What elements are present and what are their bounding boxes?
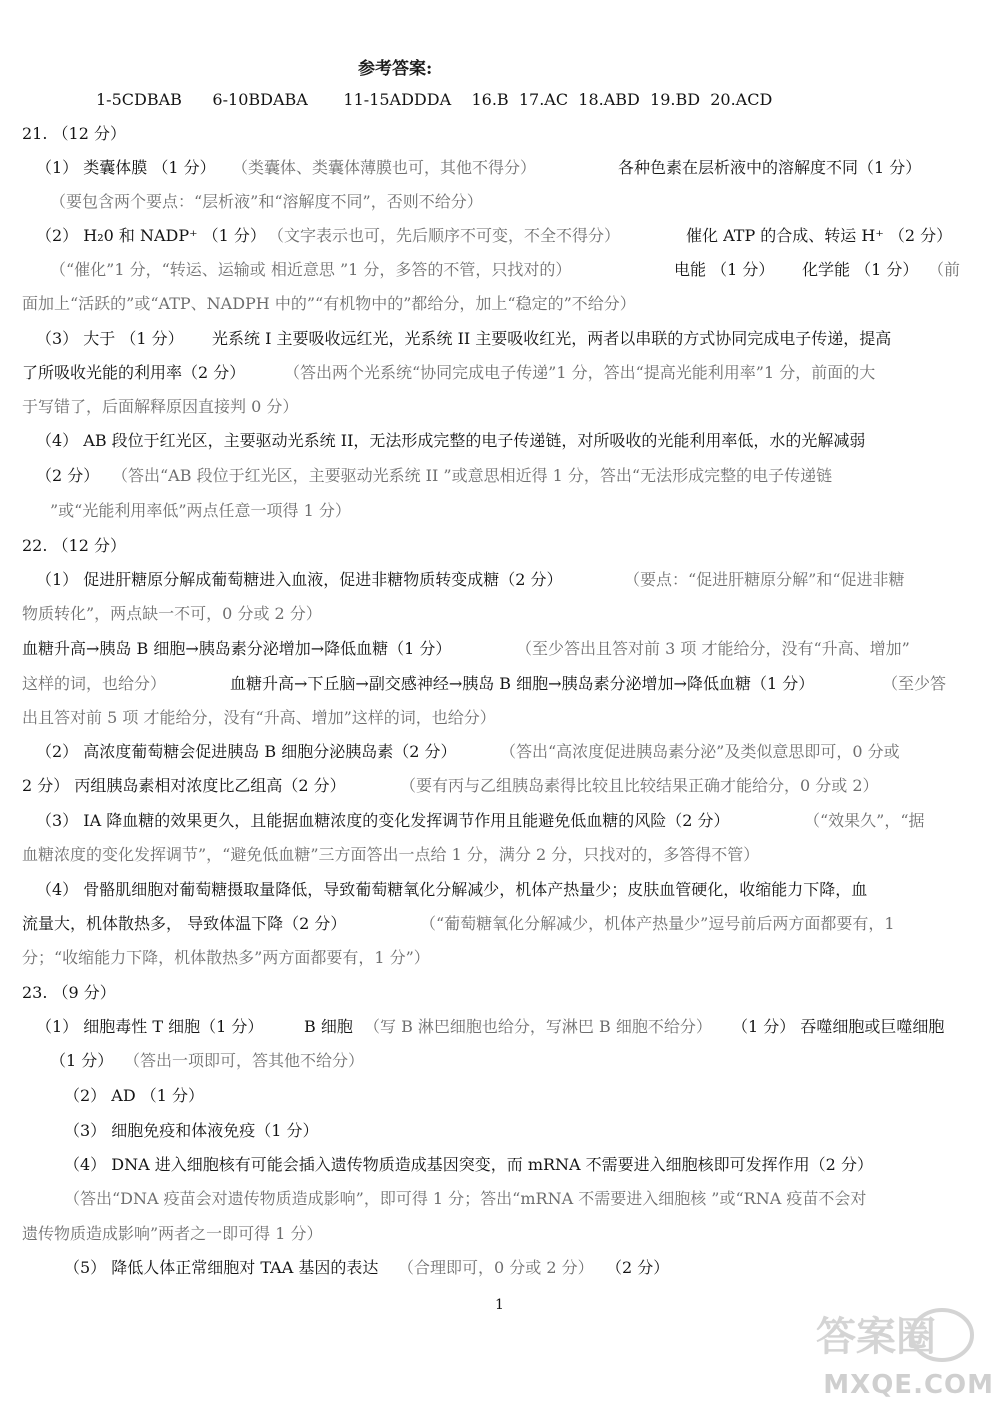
watermark-logo-text: 答案圈 [816,1314,936,1360]
q21-3-grading-note: （答出两个光系统“协同完成电子传递”1 分，答出“提高光能利用率”1 分，前面的大 [284,363,876,382]
q21-2-answer-4: 化学能 （1 分） [802,260,919,279]
q22-1-grading-note-2: 物质转化”，两点缺一不可，0 分或 2 分） [22,604,322,623]
watermark [804,1308,994,1400]
q21-3-answer: （3） 大于 （1 分） [36,329,184,348]
q22-1-pathway-1-note: （至少答出且答对前 3 项 才能给分，没有“升高、增加” [516,639,910,658]
q22-4-answer: （4） 骨骼肌细胞对葡萄糖摄取量降低，导致葡萄糖氧化分解减少，机体产热量少；皮肤血管硬化，收缩能力下降，血 [36,880,868,899]
watermark-logo-icon [810,1308,990,1362]
q21-2-note-3: 面加上“活跃的”或“ATP、NADPH 中的”“有机物中的”都给分，加上“稳定的”不给分） [22,294,636,313]
q22-1-answer: （1） 促进肝糖原分解成葡萄糖进入血液，促进非糖物质转变成糖（2 分） [36,570,563,589]
q22-2-grading-note-2: （要有丙与乙组胰岛素得比较且比较结果正确才能给分，0 分或 2） [400,776,879,795]
q22-1-grading-note: （要点：“促进肝糖原分解”和“促进非糖 [624,570,905,589]
q21-2-answer-2: 催化 ATP 的合成、转运 H⁺ （2 分） [686,226,953,245]
q23-1-answer-2: B 细胞 [304,1017,353,1036]
q23-4-grading-note-2: 遗传物质造成影响”两者之一即可得 1 分） [22,1224,323,1243]
q21-1-answer: （1） 类囊体膜 （1 分） [36,158,216,177]
q21-3-explanation: 光系统 I 主要吸收远红光，光系统 II 主要吸收红光，两者以串联的方式协同完成电子传递，提高 [212,329,892,348]
q21-2-grading-note: （“催化”1 分，“转运、运输或 相近意思 ”1 分，多答的不管，只找对的） [50,260,572,279]
q23-1-score: （1 分） [50,1051,114,1070]
q21-4-score: （2 分） [36,466,100,485]
q21-4-grading-note: （答出“AB 段位于红光区，主要驱动光系统 II ”或意思相近得 1 分，答出“无法形成完整的电子传递链 [112,466,833,485]
q23-heading: 23. （9 分） [22,983,116,1002]
q21-4-answer: （4） AB 段位于红光区，主要驱动光系统 II，无法形成完整的电子传递链，对所吸收的光能利用率低，水的光解减弱 [36,431,866,450]
q21-4-grading-note-2: ”或“光能利用率低”两点任意一项得 1 分） [50,501,351,520]
q21-1-note: （类囊体、类囊体薄膜也可，其他不得分） [232,158,537,177]
q23-4-answer: （4） DNA 进入细胞核有可能会插入遗传物质造成基因突变，而 mRNA 不需要进入细胞核即可发挥作用（2 分） [64,1155,873,1174]
q22-3-answer: （3） IA 降血糖的效果更久，且能据血糖浓度的变化发挥调节作用且能避免低血糖的风险（2 分） [36,811,730,830]
q21-1-answer-2: 各种色素在层析液中的溶解度不同（1 分） [618,158,922,177]
q23-4-grading-note: （答出“DNA 疫苗会对遗传物质造成影响”，即可得 1 分；答出“mRNA 不需要进入细胞核 ”或“RNA 疫苗不会对 [64,1189,867,1208]
q22-heading: 22. （12 分） [22,536,126,555]
q22-3-grading-note: （“效果久”，“据 [804,811,925,830]
q22-1-pathway-2-note-2: 出且答对前 5 项 才能给分，没有“升高、增加”这样的词，也给分） [22,708,496,727]
q22-3-grading-note-2: 血糖浓度的变化发挥调节”，“避免低血糖”三方面答出一点给 1 分，满分 2 分，只找对的，多答得不管） [22,845,760,864]
q22-4-grading-note: （“葡萄糖氧化分解减少，机体产热量少”逗号前后两方面都要有，1 [420,914,895,933]
q23-5-grading-note: （合理即可，0 分或 2 分） [398,1258,594,1277]
q22-2-answer-2: 2 分） 丙组胰岛素相对浓度比乙组高（2 分） [22,776,346,795]
q23-3-answer: （3） 细胞免疫和体液免疫（1 分） [64,1121,319,1140]
q22-2-grading-note: （答出“高浓度促进胰岛素分泌”及类似意思即可，0 分或 [500,742,900,761]
q22-1-pathway-1: 血糖升高→胰岛 B 细胞→胰岛素分泌增加→降低血糖（1 分） [22,639,452,658]
q22-2-answer: （2） 高浓度葡萄糖会促进胰岛 B 细胞分泌胰岛素（2 分） [36,742,457,761]
q22-1-pathway-1-note-2: 这样的词，也给分） [22,674,167,693]
q23-1-answer-3: （1 分） 吞噬细胞或巨噬细胞 [732,1017,945,1036]
q22-1-pathway-2-note: （至少答 [882,674,947,693]
q21-3-grading-note-2: 于写错了，后面解释原因直接判 0 分） [22,397,299,416]
q23-1-answer: （1） 细胞毒性 T 细胞（1 分） [36,1017,264,1036]
q22-4-answer-2: 流量大，机体散热多， 导致体温下降（2 分） [22,914,347,933]
q23-1-note: （写 B 淋巴细胞也给分，写淋巴 B 细胞不给分） [364,1017,712,1036]
q22-4-grading-note-2: 分；“收缩能力下降，机体散热多”两方面都要有，1 分”） [22,948,430,967]
page-title: 参考答案: [358,59,433,79]
q21-2-answer: （2） H₂0 和 NADP⁺ （1 分） [36,226,266,245]
q21-1-grading-note: （要包含两个要点：“层析液”和“溶解度不同”，否则不给分） [50,192,483,211]
q23-2-answer: （2） AD （1 分） [64,1086,205,1105]
q22-1-pathway-2: 血糖升高→下丘脑→副交感神经→胰岛 B 细胞→胰岛素分泌增加→降低血糖（1 分） [230,674,815,693]
watermark-url: MXQE.COM [823,1370,994,1400]
page-number: 1 [495,1297,504,1313]
q21-2-answer-3: 电能 （1 分） [674,260,775,279]
q21-3-explanation-2: 了所吸收光能的利用率（2 分） [22,363,246,382]
q23-5-answer: （5） 降低人体正常细胞对 TAA 基因的表达 [64,1258,379,1277]
q21-heading: 21. （12 分） [22,124,126,143]
answer-key-mcq: 1-5CDBAB 6-10BDABA 11-15ADDDA 16.B 17.AC 18.ABD 19.BD 20.ACD [96,90,773,109]
q23-1-grading-note: （答出一项即可，答其他不给分） [124,1051,365,1070]
q21-2-note: （文字表示也可，先后顺序不可变，不全不得分） [268,226,621,245]
q21-2-note-2: （前 [928,260,961,279]
q23-5-score: （2 分） [606,1258,670,1277]
